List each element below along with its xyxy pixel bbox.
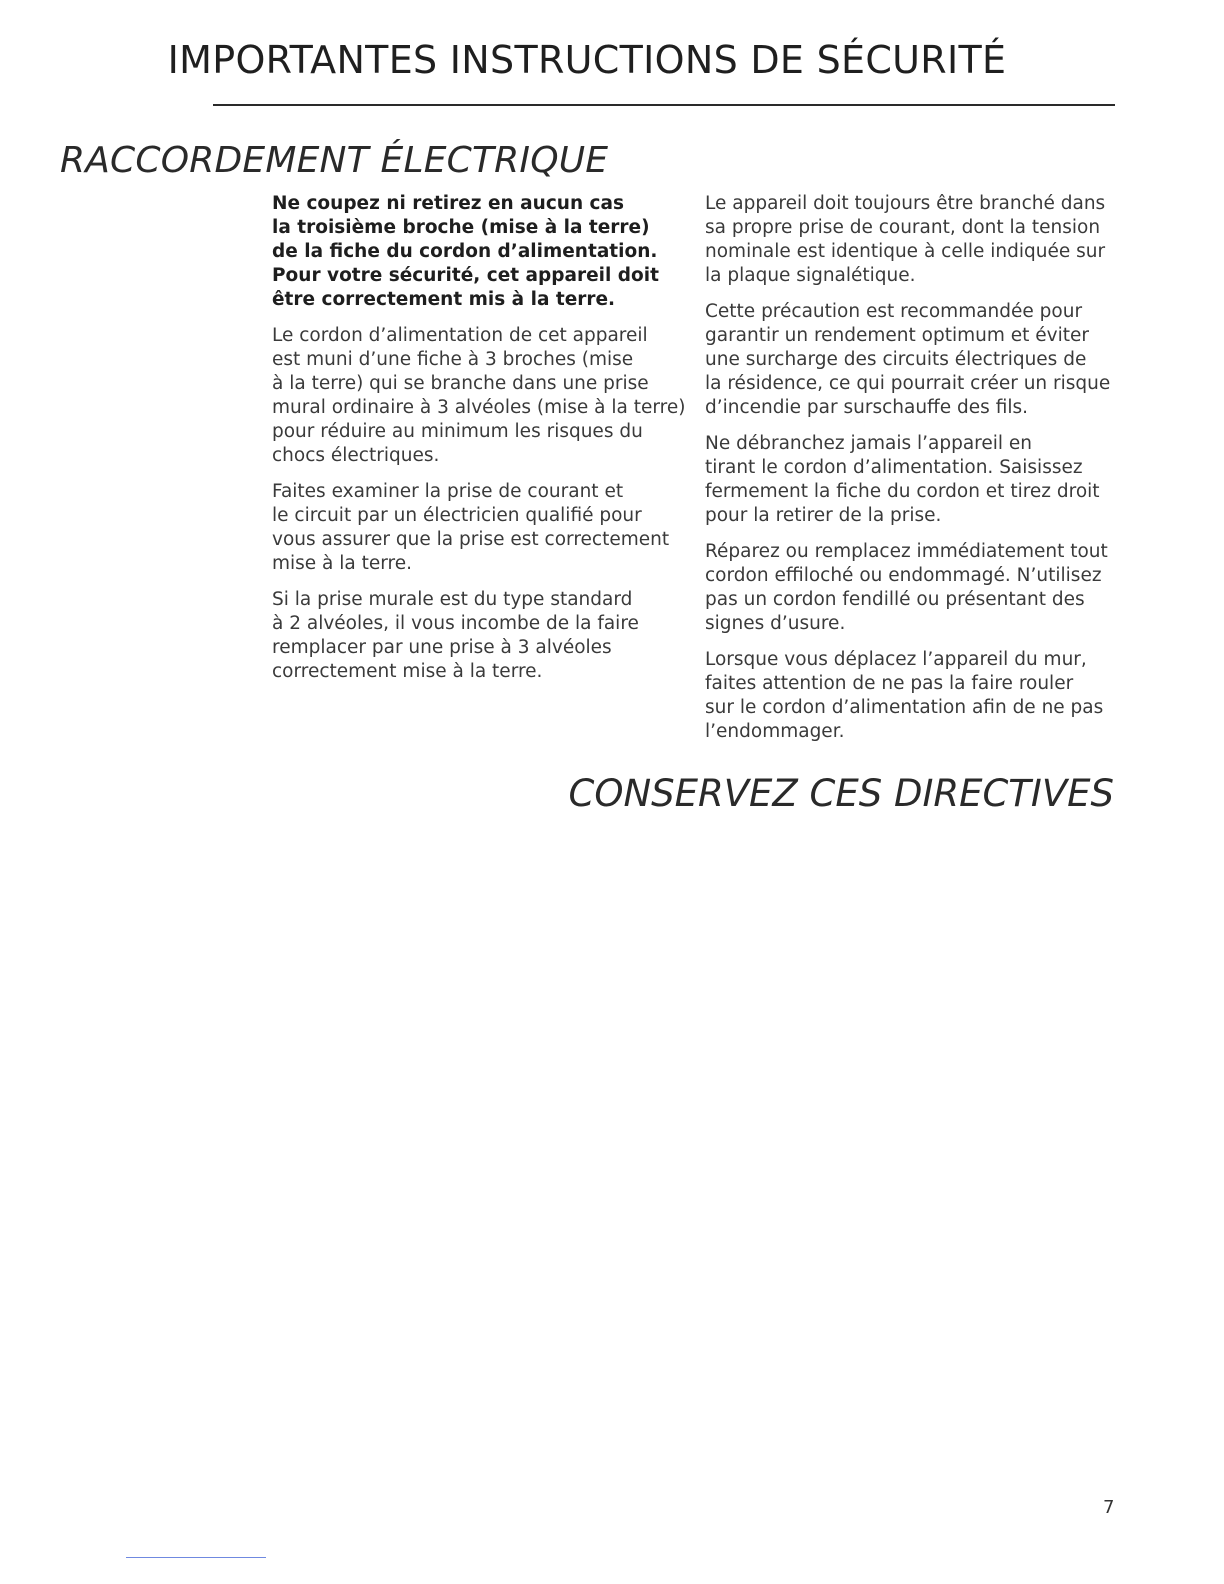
body-paragraph xyxy=(705,300,1120,420)
footer-line xyxy=(126,1557,266,1558)
text-line: chocs électriques. xyxy=(272,445,440,466)
text-line: d’incendie par surschauffe des fils. xyxy=(705,397,1029,418)
body-paragraph xyxy=(272,588,692,684)
body-paragraph xyxy=(705,648,1120,744)
text-line: pour la retirer de la prise. xyxy=(705,505,942,526)
text-line: mural ordinaire à 3 alvéoles (mise à la terre) xyxy=(272,397,686,418)
warning-line: la troisième broche (mise à la terre) xyxy=(272,217,650,238)
text-line: correctement mise à la terre. xyxy=(272,661,543,682)
text-line: une surcharge des circuits électriques de xyxy=(705,349,1087,370)
text-line: cordon effiloché ou endommagé. N’utilisez xyxy=(705,565,1102,586)
text-line: à la terre) qui se branche dans une prise xyxy=(272,373,649,394)
text-line: à 2 alvéoles, il vous incombe de la faire xyxy=(272,613,639,634)
warning-line: de la fiche du cordon d’alimentation. xyxy=(272,241,658,262)
closing-heading: CONSERVEZ CES DIRECTIVES xyxy=(568,772,1114,815)
warning-text xyxy=(272,192,692,312)
text-line: Réparez ou remplacez immédiatement tout xyxy=(705,541,1108,562)
body-paragraph xyxy=(705,540,1120,636)
text-line: Le appareil doit toujours être branché dans xyxy=(705,193,1106,214)
text-line: Cette précaution est recommandée pour xyxy=(705,301,1083,322)
text-line: l’endommager. xyxy=(705,721,845,742)
body-paragraph xyxy=(272,480,692,576)
section-title: RACCORDEMENT ÉLECTRIQUE xyxy=(60,140,609,181)
text-line: garantir un rendement optimum et éviter xyxy=(705,325,1089,346)
text-line: sa propre prise de courant, dont la tension xyxy=(705,217,1101,238)
text-line: la plaque signalétique. xyxy=(705,265,916,286)
text-line: pas un cordon fendillé ou présentant des xyxy=(705,589,1085,610)
body-paragraph xyxy=(705,192,1120,288)
right-column xyxy=(705,192,1120,756)
text-line: mise à la terre. xyxy=(272,553,413,574)
text-line: signes d’usure. xyxy=(705,613,846,634)
text-line: Lorsque vous déplacez l’appareil du mur, xyxy=(705,649,1087,670)
left-column xyxy=(272,192,692,696)
header-rule xyxy=(213,104,1115,106)
warning-line: être correctement mis à la terre. xyxy=(272,289,616,310)
warning-line: Ne coupez ni retirez en aucun cas xyxy=(272,193,625,214)
text-line: Ne débranchez jamais l’appareil en xyxy=(705,433,1033,454)
text-line: le circuit par un électricien qualifié pour xyxy=(272,505,642,526)
warning-line: Pour votre sécurité, cet appareil doit xyxy=(272,265,659,286)
text-line: sur le cordon d’alimentation afin de ne pas xyxy=(705,697,1104,718)
text-line: est muni d’une fiche à 3 broches (mise xyxy=(272,349,634,370)
text-line: faites attention de ne pas la faire rouler xyxy=(705,673,1074,694)
text-line: fermement la fiche du cordon et tirez droit xyxy=(705,481,1100,502)
page-header: IMPORTANTES INSTRUCTIONS DE SÉCURITÉ xyxy=(167,38,1007,82)
body-paragraph xyxy=(272,324,692,468)
text-line: remplacer par une prise à 3 alvéoles xyxy=(272,637,612,658)
text-line: Le cordon d’alimentation de cet appareil xyxy=(272,325,648,346)
body-paragraph xyxy=(705,432,1120,528)
text-line: tirant le cordon d’alimentation. Saisissez xyxy=(705,457,1083,478)
text-line: Si la prise murale est du type standard xyxy=(272,589,633,610)
text-line: pour réduire au minimum les risques du xyxy=(272,421,643,442)
text-line: la résidence, ce qui pourrait créer un risque xyxy=(705,373,1111,394)
text-line: vous assurer que la prise est correctement xyxy=(272,529,670,550)
text-line: nominale est identique à celle indiquée sur xyxy=(705,241,1106,262)
page-number: 7 xyxy=(1103,1497,1115,1518)
text-line: Faites examiner la prise de courant et xyxy=(272,481,624,502)
